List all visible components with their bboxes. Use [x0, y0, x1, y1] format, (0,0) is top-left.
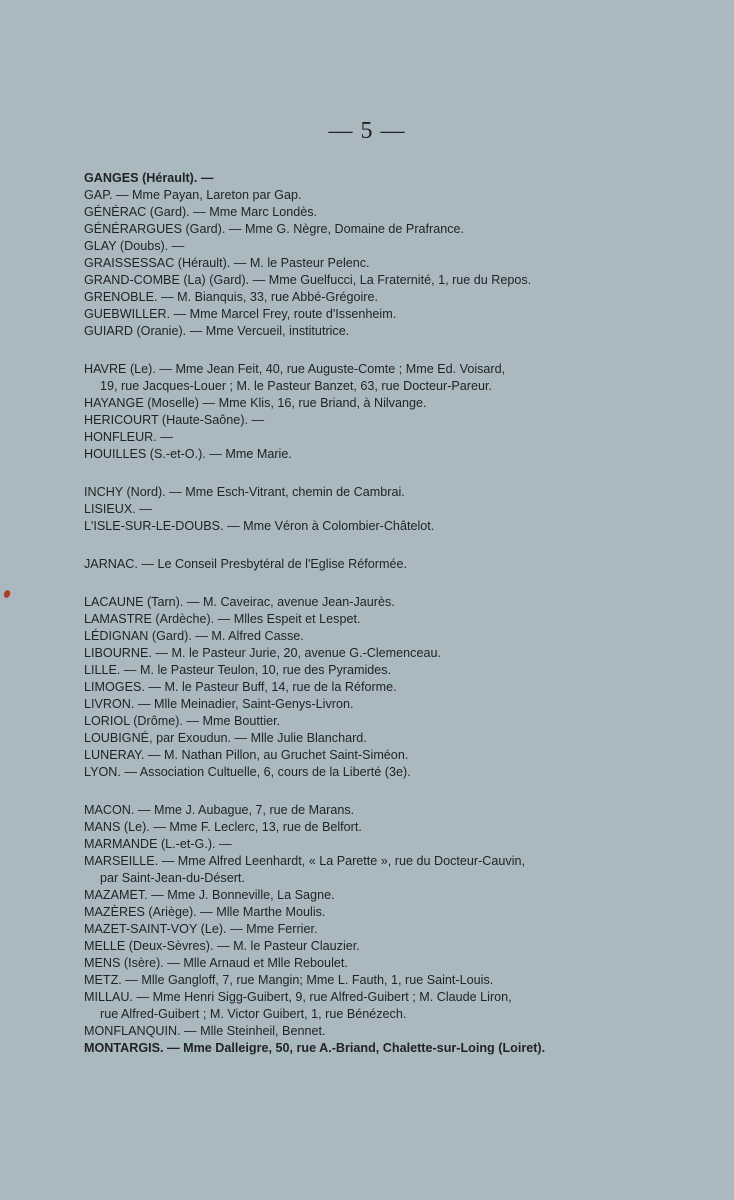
entry-text: MAZET-SAINT-VOY (Le). — Mme Ferrier. [84, 922, 318, 936]
directory-entry [84, 696, 624, 713]
directory-entry [84, 853, 624, 887]
entry-text: LÉDIGNAN (Gard). — M. Alfred Casse. [84, 629, 304, 643]
directory-entry [84, 501, 624, 518]
directory-entry [84, 887, 624, 904]
letter-group-j [84, 556, 624, 573]
entry-text: LILLE. — M. le Pasteur Teulon, 10, rue des Pyramides. [84, 663, 392, 677]
entry-text: GRENOBLE. — M. Bianquis, 33, rue Abbé-Grégoire. [84, 290, 378, 304]
directory-entry [84, 484, 624, 501]
directory-entry [84, 972, 624, 989]
directory-entry [84, 989, 624, 1023]
entry-text: LAMASTRE (Ardèche). — Mlles Espeit et Lespet. [84, 612, 361, 626]
directory-entry [84, 221, 624, 238]
entry-text: INCHY (Nord). — Mme Esch-Vitrant, chemin de Cambrai. [84, 485, 405, 499]
directory-entry [84, 802, 624, 819]
directory-entry [84, 764, 624, 781]
directory-entry [84, 938, 624, 955]
entry-text: L'ISLE-SUR-LE-DOUBS. — Mme Véron à Colombier-Châtelot. [84, 519, 435, 533]
entry-text: HOUILLES (S.-et-O.). — Mme Marie. [84, 447, 292, 461]
entry-text: GÉNÉRARGUES (Gard). — Mme G. Nègre, Domaine de Prafrance. [84, 222, 465, 236]
entry-text: HONFLEUR. — [84, 430, 173, 444]
directory-entry [84, 628, 624, 645]
directory-entry [84, 955, 624, 972]
entry-text: LIBOURNE. — M. le Pasteur Jurie, 20, avenue G.-Clemenceau. [84, 646, 441, 660]
directory-entry [84, 238, 624, 255]
entry-text: MILLAU. — Mme Henri Sigg-Guibert, 9, rue Alfred-Guibert ; M. Claude Liron, [84, 990, 512, 1004]
directory-entry [84, 272, 624, 289]
entry-continuation: par Saint-Jean-du-Désert. [100, 871, 245, 885]
directory-entry [84, 1023, 624, 1040]
directory-entry [84, 170, 624, 187]
directory-entry [84, 819, 624, 836]
directory-listing [84, 170, 624, 1057]
directory-entry [84, 713, 624, 730]
directory-entry [84, 645, 624, 662]
entry-text: MAZAMET. — Mme J. Bonneville, La Sagne. [84, 888, 335, 902]
directory-entry [84, 204, 624, 221]
entry-text: MACON. — Mme J. Aubague, 7, rue de Marans. [84, 803, 355, 817]
entry-text: LUNERAY. — M. Nathan Pillon, au Gruchet Saint-Siméon. [84, 748, 409, 762]
entry-text: GUEBWILLER. — Mme Marcel Frey, route d'Issenheim. [84, 307, 397, 321]
directory-entry [84, 306, 624, 323]
directory-entry [84, 361, 624, 395]
entry-text: MONTARGIS. — Mme Dalleigre, 50, rue A.-Briand, Chalette-sur-Loing (Loiret). [84, 1041, 546, 1055]
entry-text: JARNAC. — Le Conseil Presbytéral de l'Eglise Réformée. [84, 557, 407, 571]
entry-text: METZ. — Mlle Gangloff, 7, rue Mangin; Mme L. Fauth, 1, rue Saint-Louis. [84, 973, 494, 987]
letter-group-l [84, 594, 624, 781]
directory-entry [84, 904, 624, 921]
entry-text: LACAUNE (Tarn). — M. Caveirac, avenue Jean-Jaurès. [84, 595, 395, 609]
entry-text: LISIEUX. — [84, 502, 152, 516]
directory-entry [84, 446, 624, 463]
entry-text: GRAISSESSAC (Hérault). — M. le Pasteur Pelenc. [84, 256, 370, 270]
entry-continuation: rue Alfred-Guibert ; M. Victor Guibert, 1, rue Bénézech. [100, 1007, 407, 1021]
entry-text: MARSEILLE. — Mme Alfred Leenhardt, « La Parette », rue du Docteur-Cauvin, [84, 854, 526, 868]
entry-text: HAYANGE (Moselle) — Mme Klis, 16, rue Briand, à Nilvange. [84, 396, 427, 410]
page-number: — 5 — [328, 118, 406, 144]
entry-text: HERICOURT (Haute-Saône). — [84, 413, 265, 427]
entry-text: HAVRE (Le). — Mme Jean Feit, 40, rue Auguste-Comte ; Mme Ed. Voisard, [84, 362, 506, 376]
directory-entry [84, 556, 624, 573]
entry-text: MARMANDE (L.-et-G.). — [84, 837, 232, 851]
directory-entry [84, 747, 624, 764]
directory-entry [84, 921, 624, 938]
entry-text: GLAY (Doubs). — [84, 239, 185, 253]
entry-text: LYON. — Association Cultuelle, 6, cours de la Liberté (3e). [84, 765, 411, 779]
directory-entry [84, 730, 624, 747]
directory-entry [84, 679, 624, 696]
directory-entry [84, 1040, 624, 1057]
ink-spot [3, 589, 12, 599]
entry-text: LIMOGES. — M. le Pasteur Buff, 14, rue de la Réforme. [84, 680, 397, 694]
entry-text: GRAND-COMBE (La) (Gard). — Mme Guelfucci, La Fraternité, 1, rue du Repos. [84, 273, 532, 287]
letter-group-m [84, 802, 624, 1057]
directory-entry [84, 518, 624, 535]
directory-entry [84, 289, 624, 306]
entry-text: MAZÈRES (Ariège). — Mlle Marthe Moulis. [84, 905, 326, 919]
entry-text: GUIARD (Oranie). — Mme Vercueil, institutrice. [84, 324, 350, 338]
directory-entry [84, 412, 624, 429]
entry-text: GAP. — Mme Payan, Lareton par Gap. [84, 188, 302, 202]
directory-entry [84, 429, 624, 446]
directory-entry [84, 187, 624, 204]
directory-entry [84, 836, 624, 853]
entry-text: LOUBIGNÉ, par Exoudun. — Mlle Julie Blanchard. [84, 731, 367, 745]
directory-entry [84, 255, 624, 272]
entry-text: LIVRON. — Mlle Meinadier, Saint-Genys-Livron. [84, 697, 354, 711]
entry-text: MONFLANQUIN. — Mlle Steinheil, Bennet. [84, 1024, 326, 1038]
entry-text: MANS (Le). — Mme F. Leclerc, 13, rue de Belfort. [84, 820, 362, 834]
entry-text: MENS (Isère). — Mlle Arnaud et Mlle Reboulet. [84, 956, 348, 970]
entry-text: GÉNÉRAC (Gard). — Mme Marc Londès. [84, 205, 318, 219]
letter-group-g [84, 170, 624, 340]
directory-entry [84, 611, 624, 628]
letter-group-h [84, 361, 624, 463]
entry-text: LORIOL (Drôme). — Mme Bouttier. [84, 714, 281, 728]
directory-entry [84, 594, 624, 611]
letter-group-i [84, 484, 624, 535]
directory-entry [84, 395, 624, 412]
entry-continuation: 19, rue Jacques-Louer ; M. le Pasteur Banzet, 63, rue Docteur-Pareur. [100, 379, 493, 393]
directory-entry [84, 323, 624, 340]
entry-text: GANGES (Hérault). — [84, 171, 214, 185]
directory-entry [84, 662, 624, 679]
entry-text: MELLE (Deux-Sèvres). — M. le Pasteur Clauzier. [84, 939, 360, 953]
